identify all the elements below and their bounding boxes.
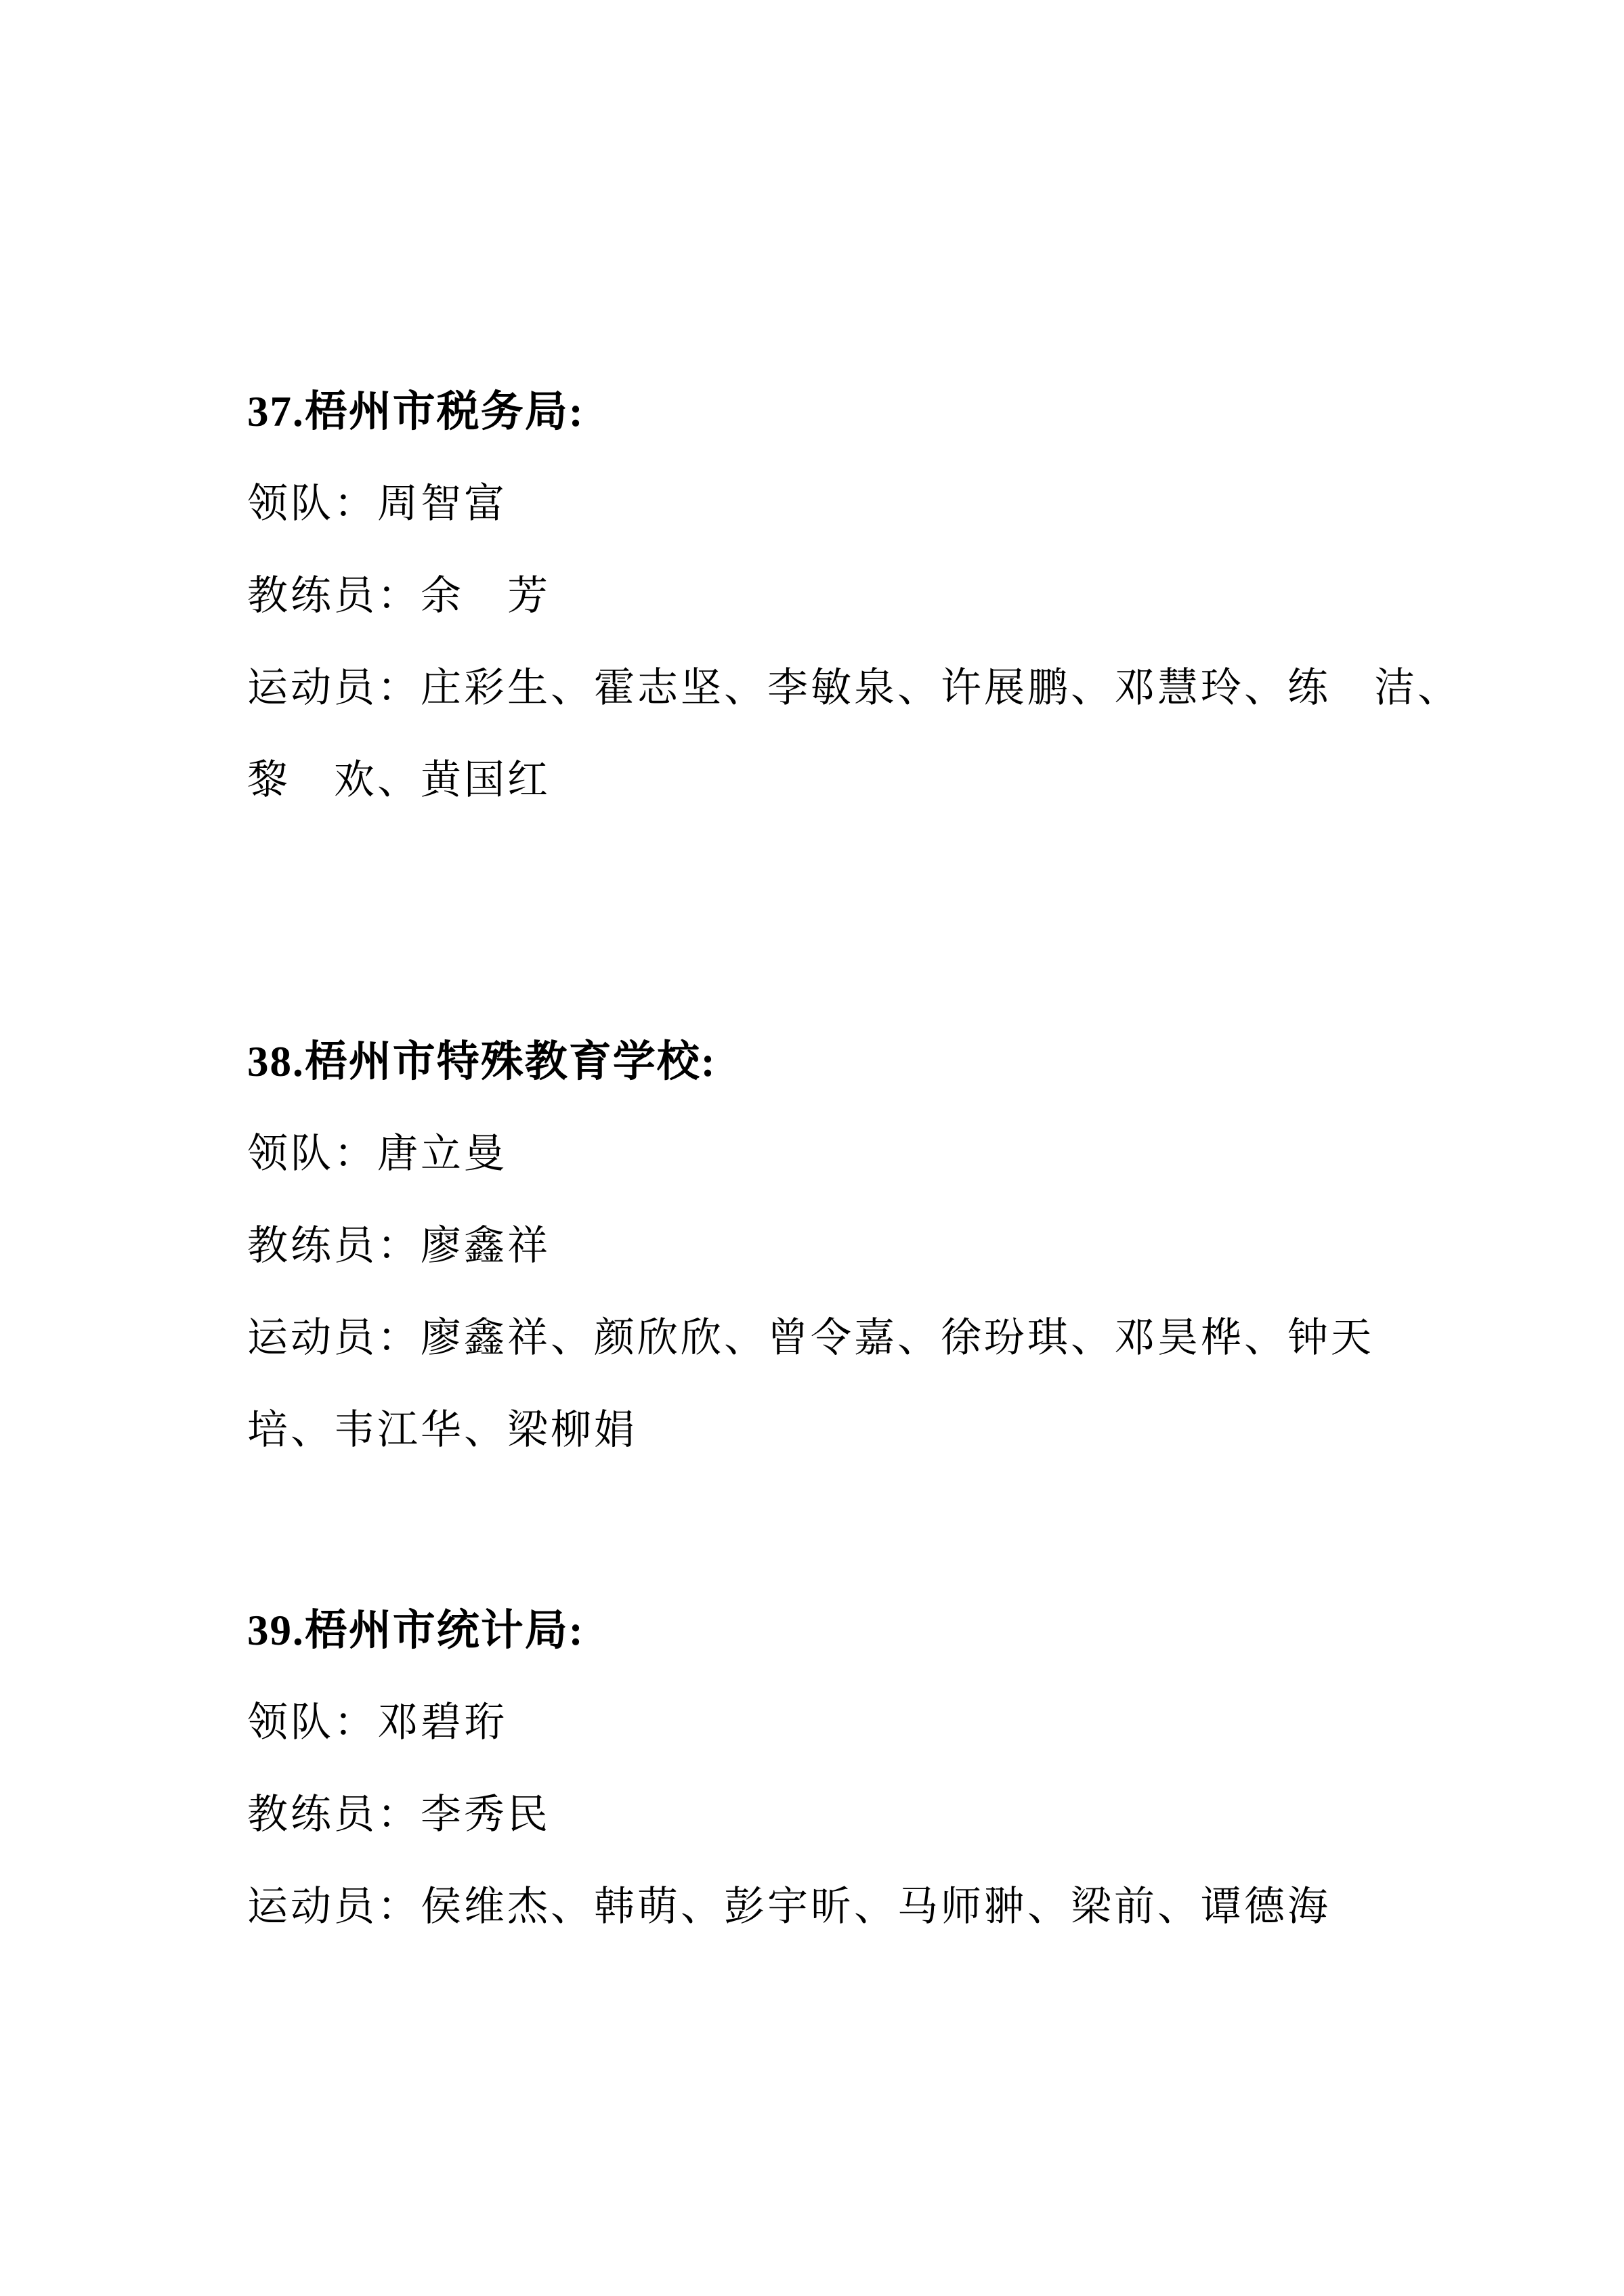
athletes-line-continued: 黎 欢、黄国红 [247,758,551,802]
leader-line: 领队：邓碧珩 [247,1700,507,1745]
leader-line: 领队：周智富 [247,481,507,526]
team-heading: 38.梧州市特殊教育学校: [247,1038,717,1085]
coach-line: 教练员：余 芳 [247,573,551,618]
team-section-38 [247,1016,1409,1476]
coach-line: 教练员：廖鑫祥 [247,1223,551,1268]
athletes-line: 运动员：庄彩生、霍志坚、李敏泉、许展鹏、邓慧玲、练 洁、 [247,666,1461,710]
athletes-line-continued: 培、韦江华、梁柳娟 [247,1408,637,1452]
leader-line: 领队：唐立曼 [247,1131,507,1176]
team-heading: 39.梧州市统计局: [247,1607,584,1654]
team-heading: 37.梧州市税务局: [247,388,584,435]
coach-line: 教练员：李秀民 [247,1792,551,1837]
team-section-37 [247,366,1461,826]
athletes-line: 运动员：廖鑫祥、颜欣欣、曾令嘉、徐玢琪、邓昊桦、钟天 [247,1316,1374,1360]
athletes-line: 运动员：侯维杰、韩萌、彭宇昕、马师翀、梁前、谭德海 [247,1884,1331,1929]
team-section-39 [247,1584,1409,1953]
